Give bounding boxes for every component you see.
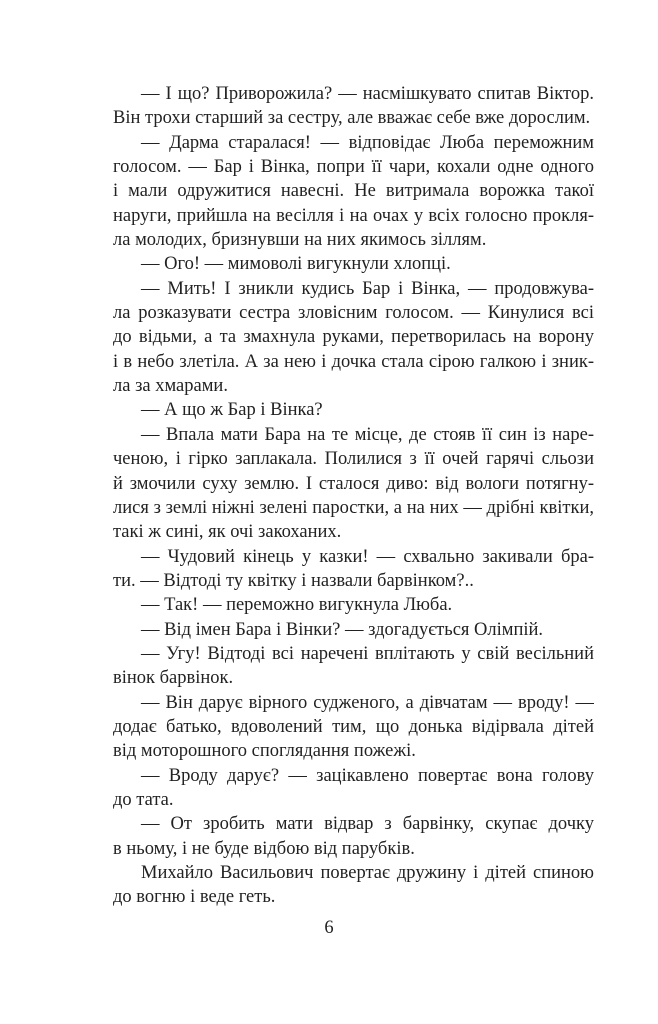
text-line: до відьми, а та змахнула руками, перетворилась на ворону (113, 327, 594, 348)
text-line: до тата. (113, 789, 174, 810)
text-line: від моторошного споглядання пожежі. (113, 741, 416, 762)
text-line: ченою, і гірко заплакала. Полилися з її очей гарячі сльози (113, 449, 594, 470)
text-line: — Вроду дарує? — зацікавлено повертає вона голову (141, 765, 594, 786)
page-number: 6 (324, 918, 334, 938)
text-line: ла за хмарами. (113, 376, 228, 397)
text-line: вінок барвінок. (113, 668, 234, 689)
text-line: в ньому, і не буде відбою від парубків. (113, 838, 415, 859)
text-line: — Він дарує вірного судженого, а дівчатам — вроду! — (141, 692, 594, 713)
text-line: Михайло Васильович повертає дружину і дітей спиною (141, 863, 594, 883)
page-text-body (113, 82, 594, 910)
text-line: — А що ж Бар і Вінка? (141, 400, 323, 421)
text-line: — Угу! Відтоді всі наречені вплітають у свій весільний (141, 643, 594, 664)
text-line: і мали одружитися навесні. Не витримала ворожка такої (113, 181, 594, 202)
text-line: такі ж сині, як очі закоханих. (113, 522, 342, 543)
text-line: — Так! — переможно вигукнула Люба. (141, 595, 453, 616)
text-line: — Від імен Бара і Вінки? — здогадується Олімпій. (141, 619, 544, 640)
text-line: — Впала мати Бара на те місце, де стояв її син із наре- (141, 424, 594, 445)
text-line: — Чудовий кінець у казки! — схвально закивали бра- (141, 546, 594, 567)
text-line: лися з землі ніжні зелені паростки, а на них — дрібні квітки, (113, 497, 594, 518)
text-line: ла молодих, бризнувши на них якимось зіллям. (113, 230, 487, 251)
text-line: додає батько, вдоволений тим, що донька відірвала дітей (113, 716, 594, 737)
text-line: і в небо злетіла. А за нею і дочка стала сірою галкою і зник- (113, 351, 594, 372)
text-line: — Мить! І зникли кудись Бар і Вінка, — продовжува- (141, 278, 594, 299)
text-line: — І що? Приворожила? — насмішкувато спитав Віктор. (141, 84, 594, 104)
text-line: голосом. — Бар і Вінка, попри її чари, кохали одне одного (113, 157, 594, 178)
text-line: — Дарма старалася! — відповідає Люба переможним (141, 132, 594, 153)
text-line: — От зробить мати відвар з барвінку, скупає дочку (141, 814, 594, 835)
text-line: Він трохи старший за сестру, але вважає себе вже дорослим. (113, 108, 591, 129)
text-line: ла розказувати сестра зловісним голосом. — Кинулися всі (113, 303, 594, 324)
text-line: — Ого! — мимоволі вигукнули хлопці. (141, 254, 451, 275)
text-line: й змочили суху землю. І сталося диво: від вологи потягну- (113, 473, 594, 494)
text-line: ти. — Відтоді ту квітку і назвали барвінком?.. (113, 570, 474, 591)
text-line: до вогню і веде геть. (113, 887, 276, 908)
text-line: наруги, прийшла на весілля і на очах у всіх голосно прокля- (113, 205, 594, 226)
